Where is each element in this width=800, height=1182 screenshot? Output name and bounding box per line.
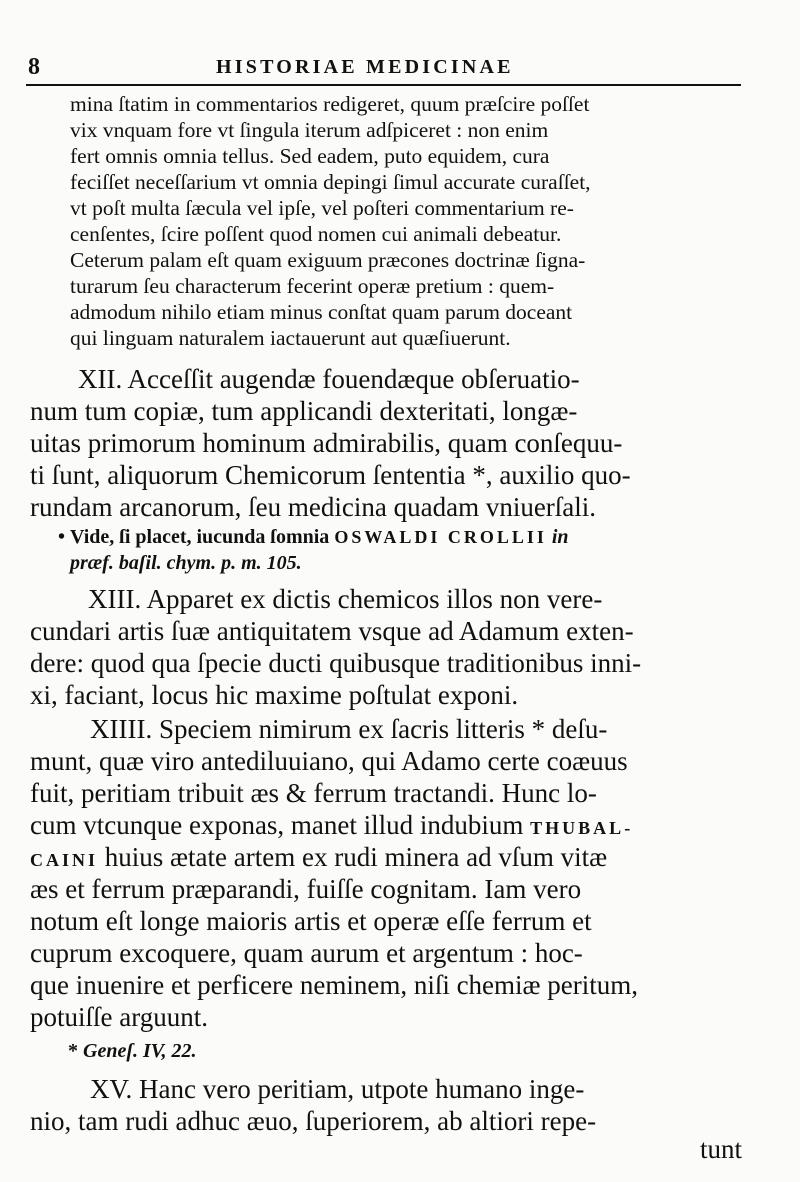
- text-line: XII. Acceſſit augendæ fouendæque obſeruatio-: [78, 364, 580, 394]
- text-line: uitas primorum hominum admirabilis, quam conſequu-: [30, 428, 623, 458]
- text-line: qui linguam naturalem iactauerunt aut quæſiuerunt.: [70, 326, 511, 350]
- footnote-text: Vide, ſi placet, iucunda ſomnia: [70, 526, 330, 548]
- text-line: nio, tam rudi adhuc æuo, ſuperiorem, ab altiori repe-: [30, 1106, 597, 1136]
- text-line: potuiſſe arguunt.: [30, 1002, 208, 1032]
- catchword: tunt: [700, 1134, 743, 1164]
- text-line: cenſentes, ſcire poſſent quod nomen cui animali debeatur.: [70, 222, 562, 246]
- text-line: vt poſt multa ſæcula vel ipſe, vel poſteri commentarium re-: [70, 196, 574, 220]
- text-line: fert omnis omnia tellus. Sed eadem, puto equidem, cura: [70, 144, 550, 168]
- text-line: rundam arcanorum, ſeu medicina quadam vniuerſali.: [30, 492, 597, 522]
- text-line: xi, faciant, locus hic maxime poſtulat exponi.: [30, 680, 519, 710]
- text-line: mina ſtatim in commentarios redigeret, quum præſcire poſſet: [70, 92, 590, 116]
- text-line: que inuenire et perficere neminem, niſi chemiæ peritum,: [30, 970, 639, 1000]
- footnote-text: in: [551, 526, 569, 548]
- text-line: ti ſunt, aliquorum Chemicorum ſententia *, auxilio quo-: [30, 460, 631, 490]
- text-line: [30, 842, 607, 873]
- author-name: OSWALDI CROLLII: [334, 527, 547, 547]
- header-rule: [26, 84, 741, 86]
- text-line: XIIII. Speciem nimirum ex ſacris litteris * deſu-: [90, 714, 608, 744]
- footnote-text: Geneſ. IV, 22.: [83, 1040, 197, 1062]
- footnote-line: [68, 1040, 197, 1063]
- text-line: dere: quod qua ſpecie ducti quibusque traditionibus inni-: [30, 648, 642, 678]
- proper-name: CAINI: [30, 850, 99, 870]
- text-line: æs et ferrum præparandi, fuiſſe cognitam. Iam vero: [30, 874, 582, 904]
- text-line: XV. Hanc vero peritiam, utpote humano inge-: [90, 1074, 585, 1104]
- text-line: cundari artis ſuæ antiquitatem vsque ad Adamum exten-: [30, 616, 634, 646]
- text-line: num tum copiæ, tum applicandi dexteritati, longæ-: [30, 396, 578, 426]
- text-line: munt, quæ viro antediluuiano, qui Adamo certe coæuus: [30, 746, 628, 776]
- page-header: [26, 44, 741, 80]
- text-line: [30, 810, 633, 841]
- text-line: admodum nihilo etiam minus conſtat quam parum doceant: [70, 300, 573, 324]
- proper-name: THUBAL-: [530, 818, 634, 838]
- text-line: vix vnquam fore vt ſingula iterum adſpiceret : non enim: [70, 118, 549, 142]
- running-title: HISTORIAE MEDICINAE: [216, 56, 514, 78]
- footnote-mark: •: [58, 526, 66, 548]
- footnote-line: [58, 526, 569, 549]
- footnote-line: præf. baſil. chym. p. m. 105.: [70, 552, 302, 574]
- footnote-mark: *: [68, 1040, 78, 1062]
- text-segment: cum vtcunque exponas, manet illud indubium: [30, 810, 524, 840]
- page-number: 8: [28, 54, 40, 80]
- text-line: XIII. Apparet ex dictis chemicos illos non vere-: [88, 584, 603, 614]
- text-line: turarum ſeu characterum fecerint operæ pretium : quem-: [70, 274, 555, 298]
- text-line: feciſſet neceſſarium vt omnia depingi ſimul accurate curaſſet,: [70, 170, 591, 194]
- text-line: fuit, peritiam tribuit æs & ferrum tractandi. Hunc lo-: [30, 778, 597, 808]
- text-segment: huius ætate artem ex rudi minera ad vſum vitæ: [104, 842, 608, 872]
- text-line: Ceterum palam eſt quam exiguum præcones doctrinæ ſigna-: [70, 248, 586, 272]
- text-line: cuprum excoquere, quam aurum et argentum : hoc-: [30, 938, 583, 968]
- text-line: notum eſt longe maioris artis et operæ eſſe ferrum et: [30, 906, 592, 936]
